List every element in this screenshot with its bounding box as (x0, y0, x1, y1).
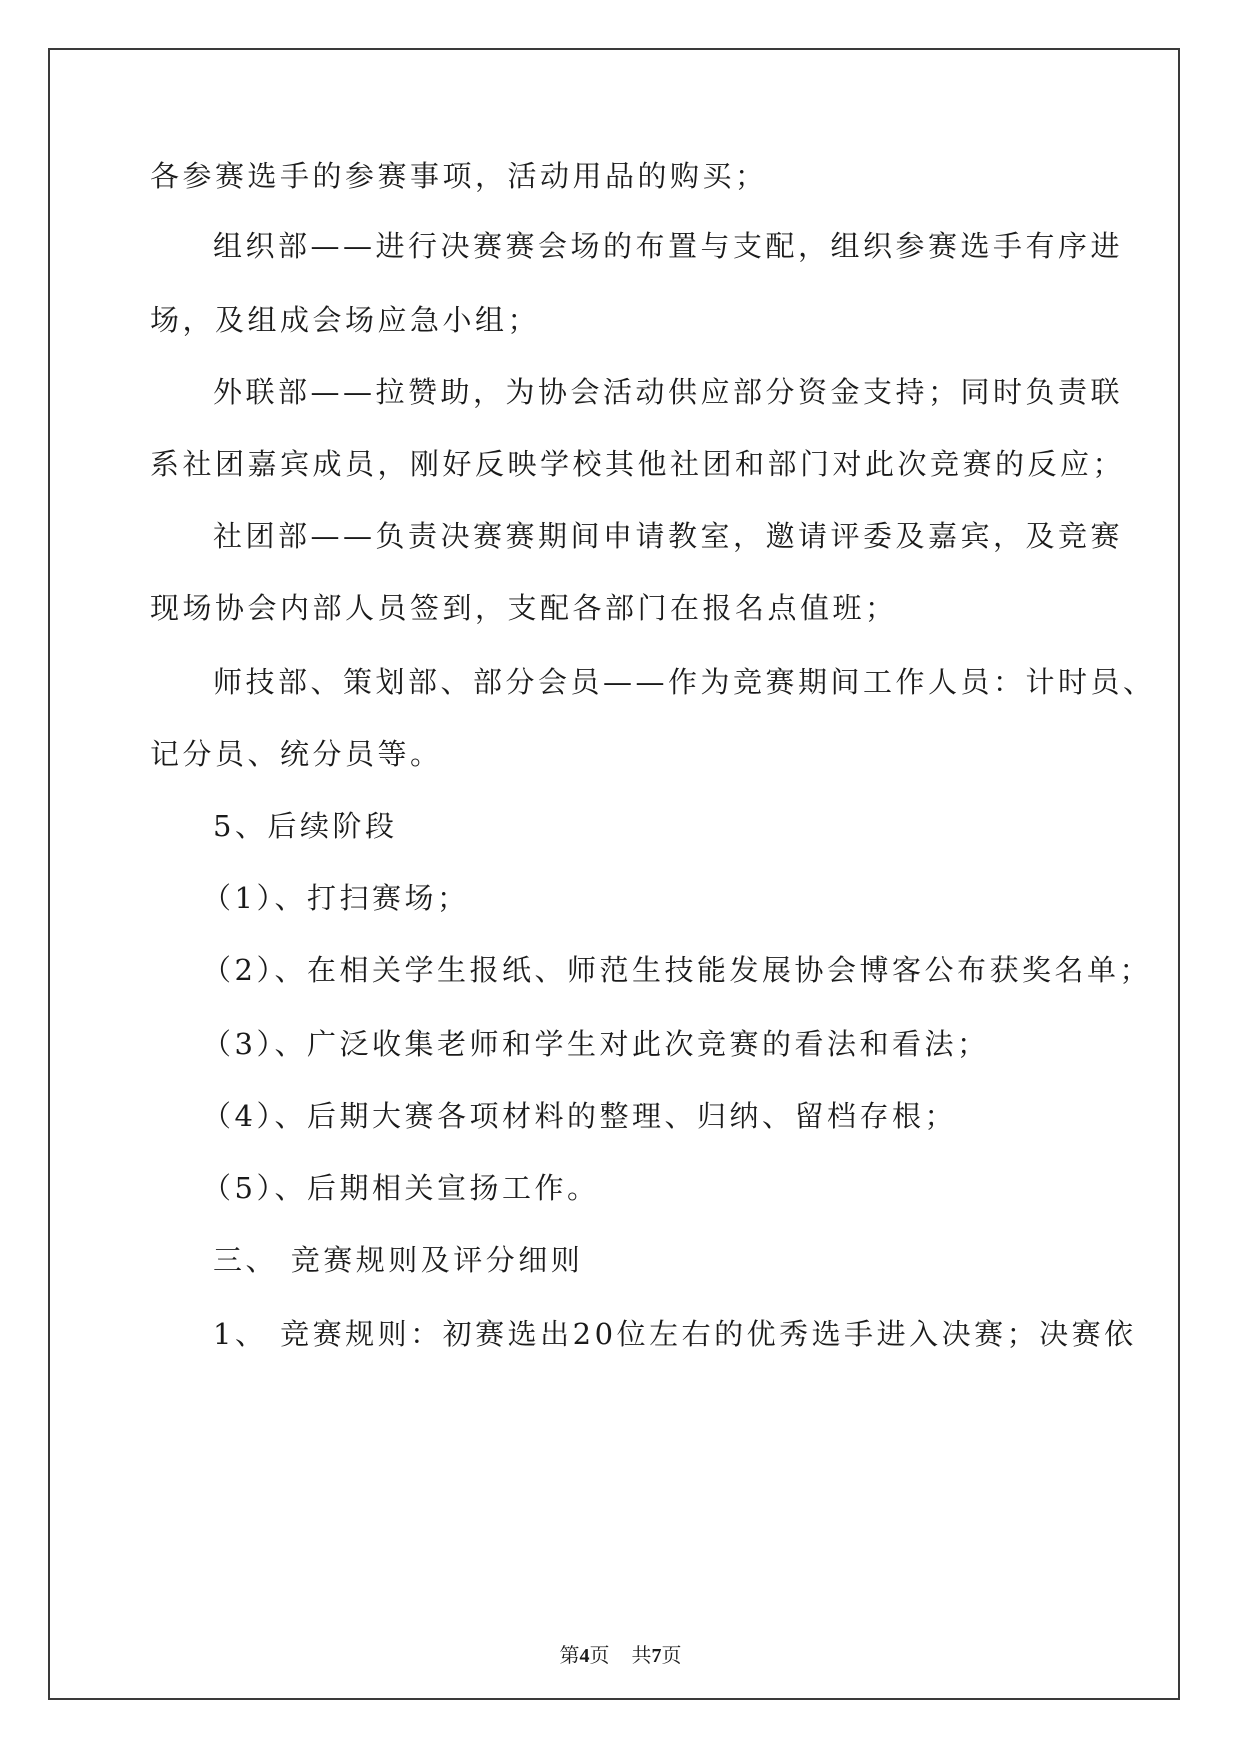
text-line: 师技部、策划部、部分会员——作为竞赛期间工作人员：计时员、 (213, 665, 1156, 699)
text-line: 各参赛选手的参赛事项，活动用品的购买； (150, 159, 768, 193)
list-item: （5）、后期相关宣扬工作。 (202, 1171, 600, 1205)
page-footer (0, 1644, 1241, 1668)
page-border (48, 48, 1180, 1700)
text-line: 场，及组成会场应急小组； (150, 303, 541, 337)
list-item: （1）、打扫赛场； (202, 881, 470, 915)
list-item: （2）、在相关学生报纸、师范生技能发展协会博客公布获奖名单； (202, 953, 1152, 987)
text-line: 系社团嘉宾成员，刚好反映学校其他社团和部门对此次竞赛的反应； (150, 447, 1126, 481)
section-heading: 5、后续阶段 (213, 809, 398, 843)
list-item: （4）、后期大赛各项材料的整理、归纳、留档存根； (202, 1099, 957, 1133)
text-line: 现场协会内部人员签到，支配各部门在报名点值班； (150, 591, 898, 625)
footer-total-suffix: 页 (661, 1645, 682, 1667)
footer-page-suffix: 页 (589, 1645, 610, 1667)
text-line: 外联部——拉赞助，为协会活动供应部分资金支持；同时负责联 (213, 375, 1124, 409)
footer-total-prefix: 共 (631, 1645, 652, 1667)
text-line: 社团部——负责决赛赛期间申请教室，邀请评委及嘉宾，及竞赛 (213, 519, 1124, 553)
section-heading: 三、 竞赛规则及评分细则 (213, 1243, 584, 1277)
footer-total-pages: 7 (651, 1645, 662, 1667)
text-line: 记分员、统分员等。 (150, 737, 443, 771)
text-line: 组织部——进行决赛赛会场的布置与支配，组织参赛选手有序进 (213, 229, 1124, 263)
footer-page-prefix: 第 (559, 1645, 580, 1667)
footer-page-number: 4 (579, 1645, 590, 1667)
text-line: 1、 竞赛规则：初赛选出20位左右的优秀选手进入决赛；决赛依 (213, 1317, 1137, 1351)
list-item: （3）、广泛收集老师和学生对此次竞赛的看法和看法； (202, 1027, 990, 1061)
